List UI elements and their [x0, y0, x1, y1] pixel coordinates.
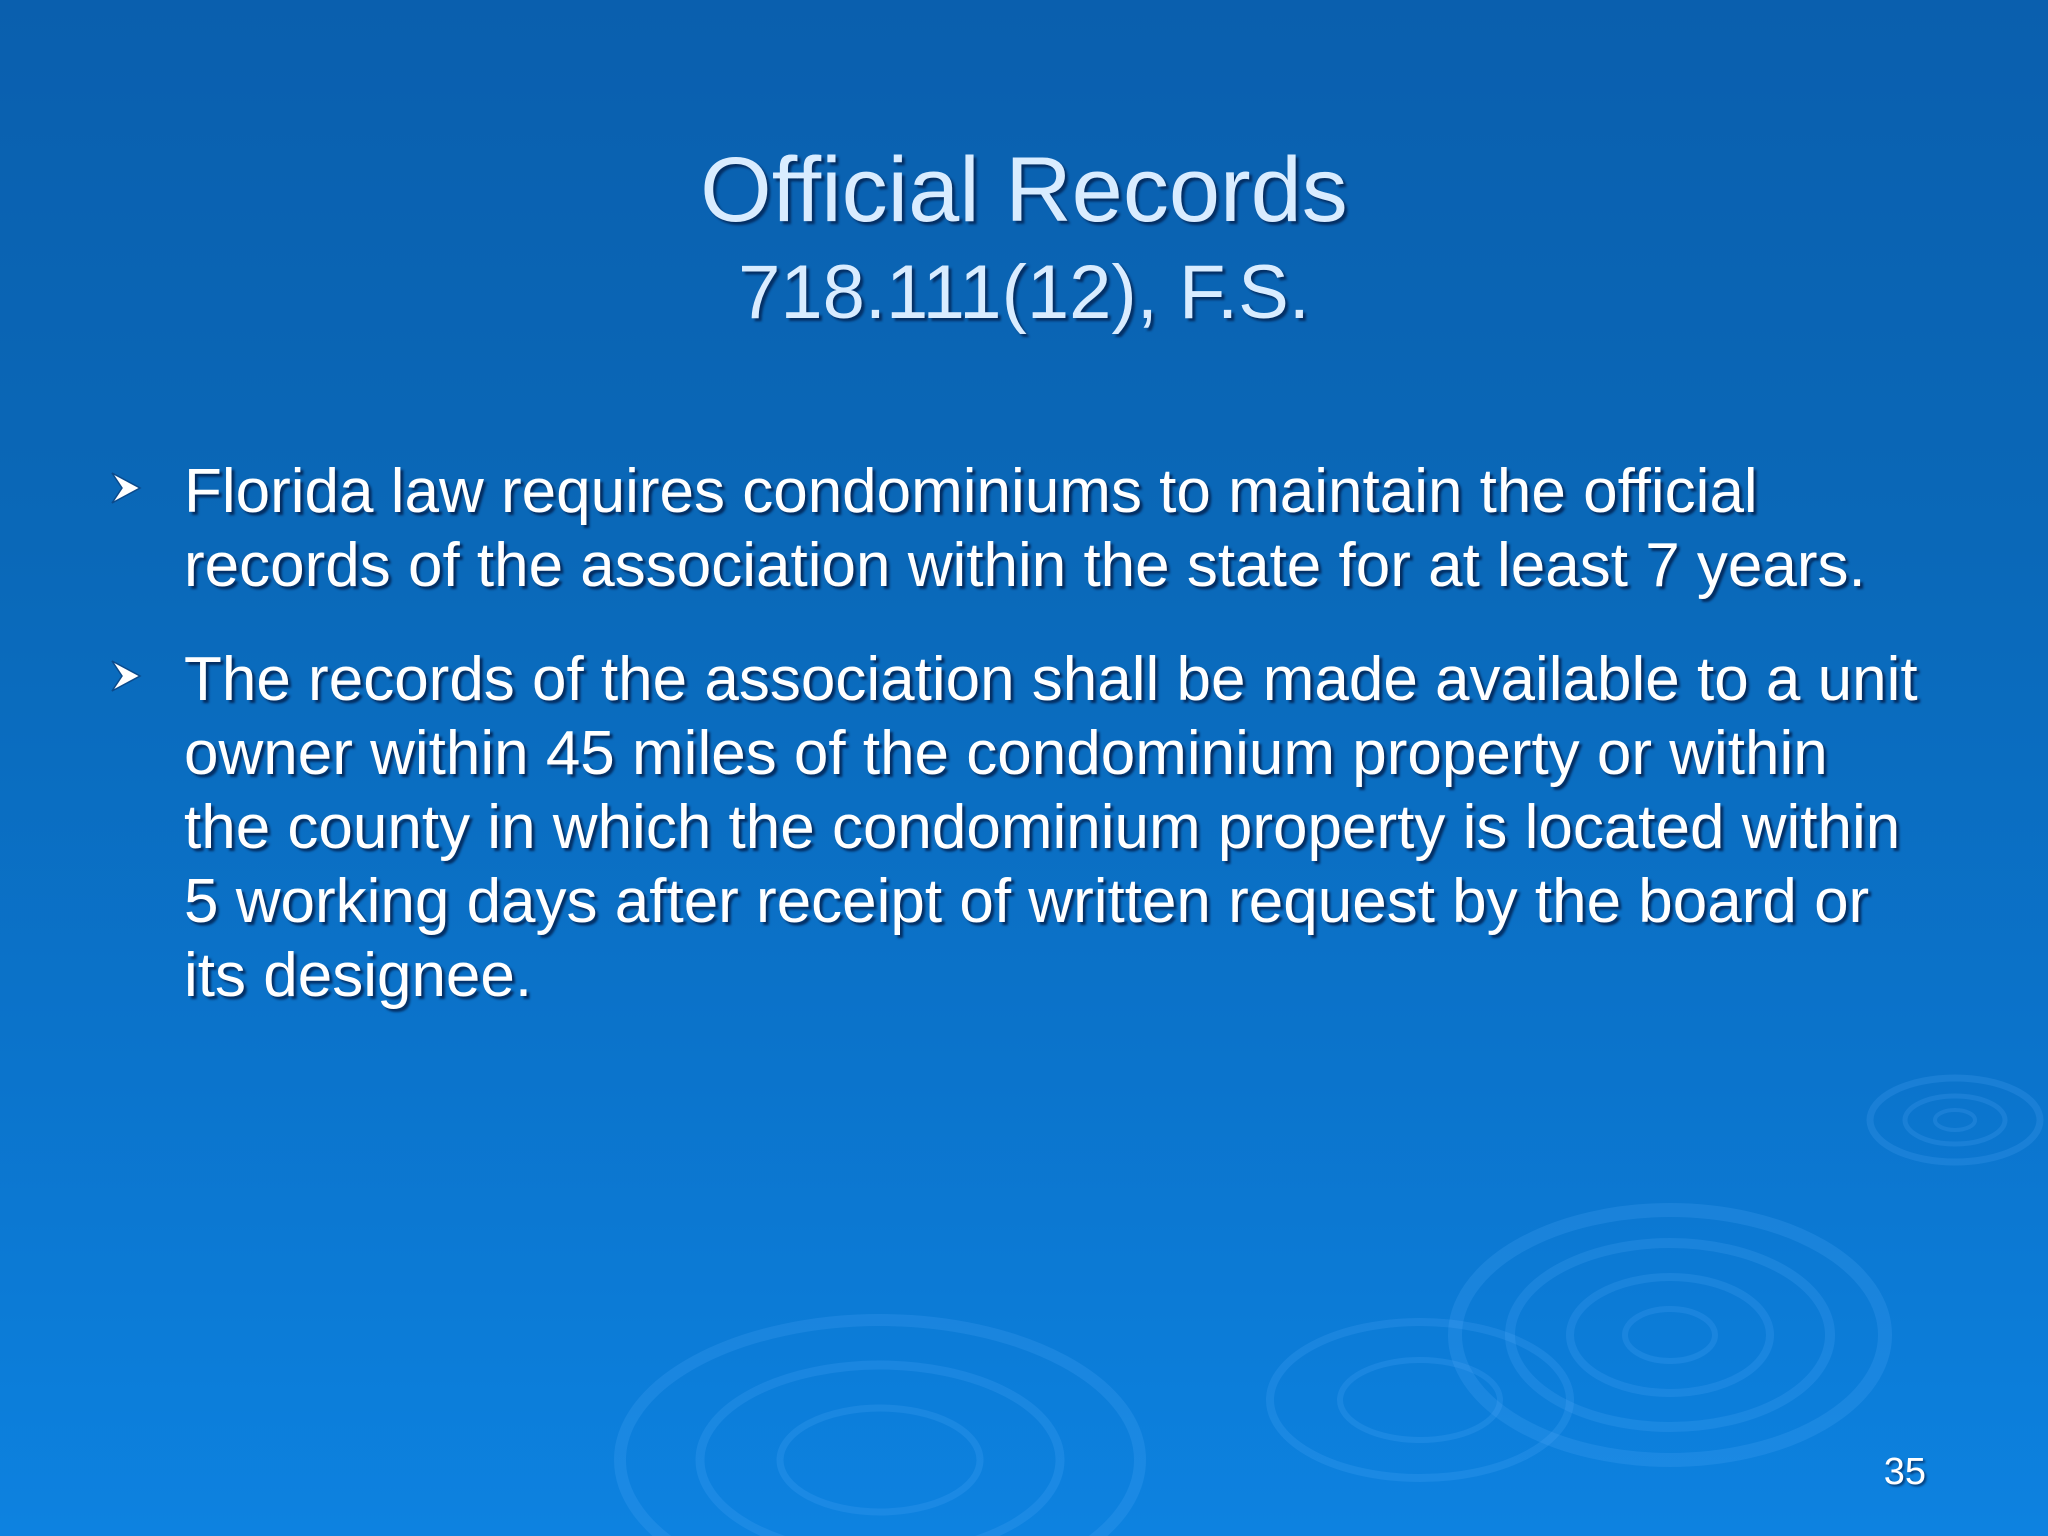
- chevron-arrow-icon: [110, 659, 142, 693]
- slide-number: 35: [1883, 1451, 1926, 1493]
- bullet-text: The records of the association shall be made available to a unit owner within 45 miles of the condominium property or within the county in which the condominium property is located within 5 working days after receipt of written request by the board or its designee.: [184, 645, 1918, 1010]
- chevron-arrow-icon: [110, 471, 142, 505]
- bullet-item: [110, 455, 1930, 603]
- title-block: [0, 135, 2048, 341]
- bullet-item: [110, 643, 1930, 1013]
- slide-subtitle: 718.111(12), F.S.: [738, 250, 1310, 335]
- bullet-text: Florida law requires condominiums to maintain the official records of the association within the state for at least 7 years.: [184, 457, 1866, 600]
- bullet-list: [110, 455, 1930, 1053]
- slide-title: Official Records: [700, 139, 1348, 241]
